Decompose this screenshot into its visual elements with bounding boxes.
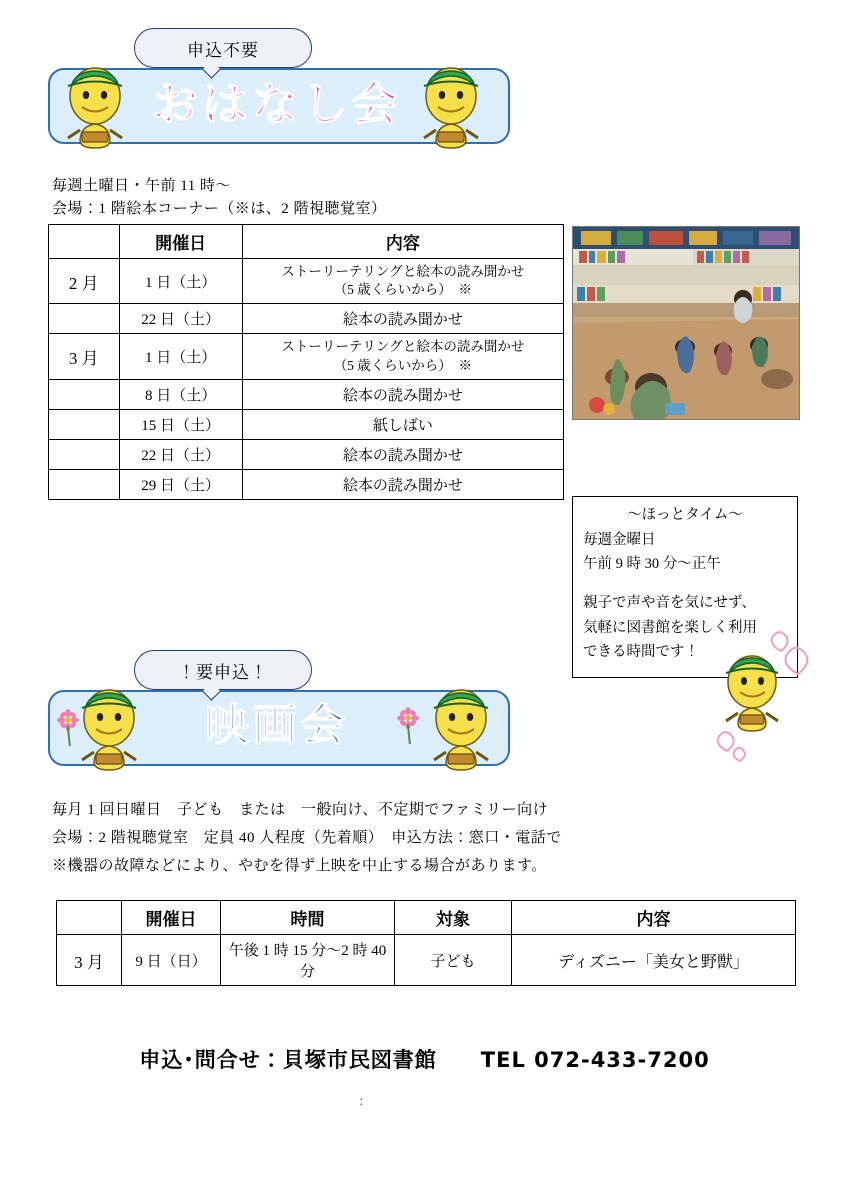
cell-content: 絵本の読み聞かせ <box>242 304 563 334</box>
cell-month: 2 月 <box>49 259 120 304</box>
table-row <box>49 439 564 469</box>
footer-dots: ： <box>358 1094 491 1108</box>
mascot-icon-left-2 <box>52 684 152 772</box>
hottime-line4: 気軽に図書館を楽しく利用 <box>583 619 757 636</box>
cell-target: 子ども <box>395 935 512 986</box>
cell-date: 22 日（土） <box>119 439 242 469</box>
flower-icon <box>397 707 419 744</box>
mascot-icon-right-1 <box>408 62 494 150</box>
hottime-line1: 毎週金曜日 <box>583 531 656 548</box>
eigakai-table <box>56 900 796 986</box>
table-row <box>49 409 564 439</box>
table-row <box>49 304 564 334</box>
cell-content: 絵本の読み聞かせ <box>242 379 563 409</box>
table-row <box>49 259 564 304</box>
th-blank-2 <box>57 901 122 935</box>
cell-content-line2: （5 歳くらいから） ※ <box>333 282 473 298</box>
cell-month <box>49 409 120 439</box>
cell-date: 9 日（日） <box>122 935 221 986</box>
callout-label-2: ！要申込！ <box>178 662 268 682</box>
cell-content: ディズニー「美女と野獣」 <box>511 935 795 986</box>
th-time: 時間 <box>220 901 394 935</box>
hottime-line2: 午前 9 時 30 分～正午 <box>583 556 721 573</box>
hottime-line5: できる時間です！ <box>583 644 699 661</box>
cell-month <box>49 304 120 334</box>
eigakai-info-line2: 会場：2 階視聴覚室 定員 40 人程度（先着順） 申込方法：窓口・電話で <box>52 830 562 846</box>
cell-content: 絵本の読み聞かせ <box>242 439 563 469</box>
eigakai-info-line3: ※機器の故障などにより、やむを得ず上映を中止する場合があります。 <box>52 858 547 874</box>
ohanashikai-title: おはなし会 <box>152 77 402 131</box>
storytime-photo <box>572 226 800 420</box>
cell-content-line1: ストーリーテリングと絵本の読み聞かせ <box>281 339 525 355</box>
callout-no-application-needed <box>134 28 312 68</box>
cell-month <box>49 439 120 469</box>
photo-illustration <box>573 227 799 419</box>
cell-month <box>49 379 120 409</box>
cell-date: 8 日（土） <box>119 379 242 409</box>
cell-date: 29 日（土） <box>119 469 242 499</box>
cell-date: 1 日（土） <box>119 259 242 304</box>
cell-date: 1 日（土） <box>119 334 242 379</box>
table-row <box>49 334 564 379</box>
cell-content: 紙しばい <box>242 409 563 439</box>
hottime-line3: 親子で声や音を気にせず、 <box>583 594 756 611</box>
table-row <box>57 935 796 986</box>
cell-month <box>49 469 120 499</box>
th-content: 内容 <box>242 225 563 259</box>
callout-label: 申込不要 <box>187 40 259 60</box>
hottime-title: ～ほっとタイム～ <box>627 507 743 523</box>
table-row <box>49 469 564 499</box>
th-date-2: 開催日 <box>122 901 221 935</box>
th-blank <box>49 225 120 259</box>
footer-contact: 申込･問合せ：貝塚市民図書館 TEL 072-433-7200 <box>139 1048 710 1072</box>
table-row <box>49 379 564 409</box>
table-header-row <box>49 225 564 259</box>
cell-month: 3 月 <box>49 334 120 379</box>
cell-content-line1: ストーリーテリングと絵本の読み聞かせ <box>281 264 525 279</box>
th-date: 開催日 <box>119 225 242 259</box>
th-target: 対象 <box>395 901 512 935</box>
cell-content <box>242 334 563 379</box>
flower-icon <box>57 709 79 746</box>
mascot-icon-hearts <box>700 630 810 770</box>
cell-content-line2: （5 歳くらいから） ※ <box>333 357 473 373</box>
cell-content: 絵本の読み聞かせ <box>242 469 563 499</box>
cell-month: 3 月 <box>57 935 122 986</box>
callout-application-required <box>134 650 312 690</box>
ohanashikai-table <box>48 224 564 500</box>
mascot-icon-left-1 <box>52 62 138 150</box>
th-content-2: 内容 <box>511 901 795 935</box>
ohanashikai-schedule-line1: 毎週土曜日・午前 11 時～ <box>52 178 231 194</box>
cell-content <box>242 259 563 304</box>
table-header-row <box>57 901 796 935</box>
eigakai-info-line1: 毎月 1 回日曜日 子ども または 一般向け、不定期でファミリー向け <box>52 802 549 818</box>
eigakai-title: 映画会 <box>205 700 349 751</box>
hottime-spacer <box>583 577 787 591</box>
mascot-icon-right-2 <box>396 684 506 772</box>
ohanashikai-schedule-line2: 会場：1 階絵本コーナー（※は、2 階視聴覚室） <box>52 201 387 217</box>
cell-date: 15 日（土） <box>119 409 242 439</box>
cell-time: 午後 1 時 15 分～2 時 40 分 <box>220 935 394 986</box>
cell-date: 22 日（土） <box>119 304 242 334</box>
